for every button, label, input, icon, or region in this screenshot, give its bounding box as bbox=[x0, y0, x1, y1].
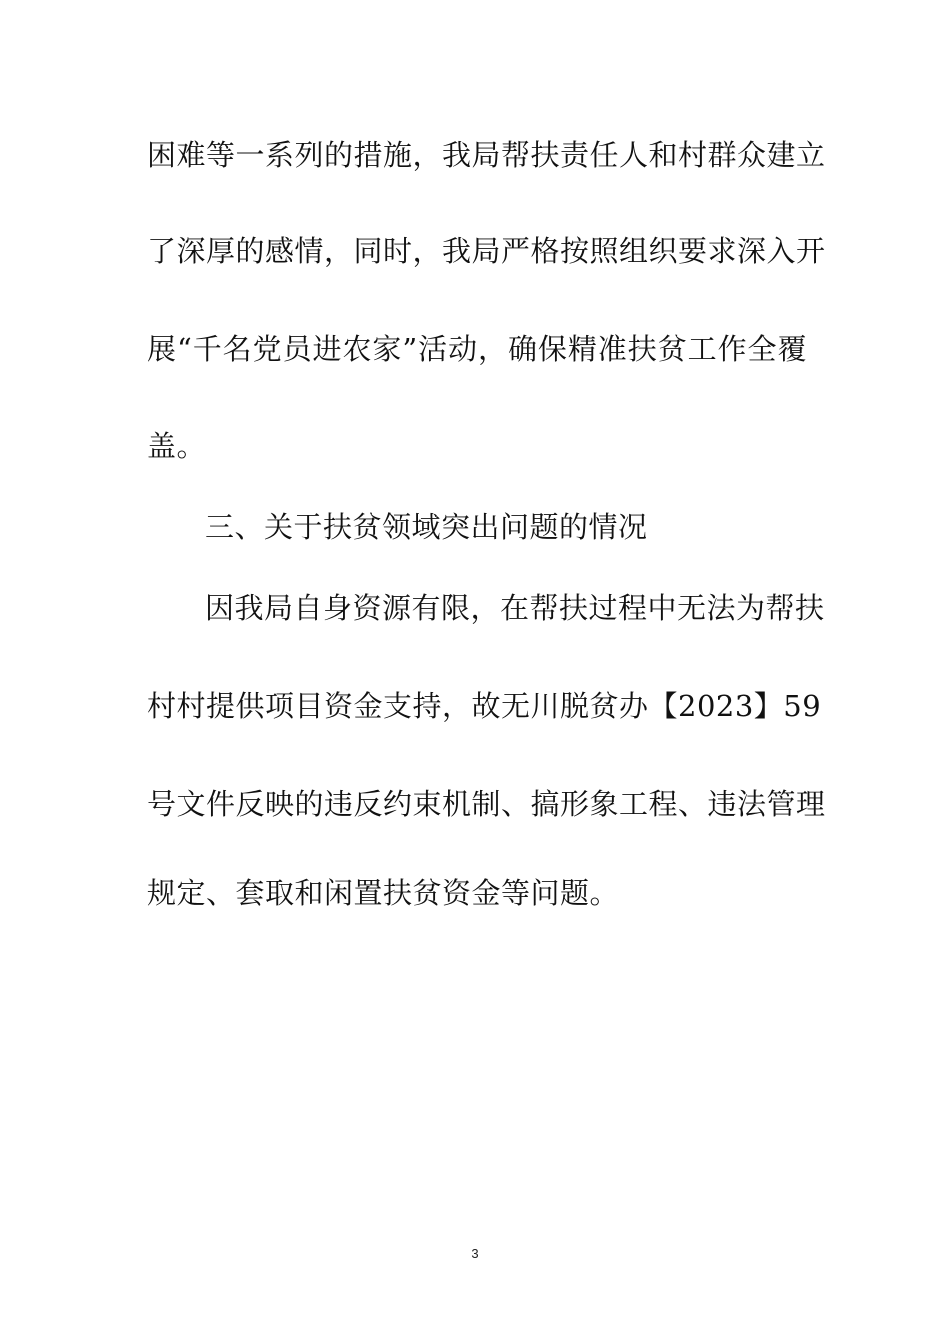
paragraph-2-line-1: 因我局自身资源有限，在帮扶过程中无法为帮扶 bbox=[205, 591, 825, 625]
paragraph-2-line-2: 村村提供项目资金支持，故无川脱贫办【2023】59 bbox=[147, 689, 822, 723]
paragraph-2-line-3: 号文件反映的违反约束机制、搞形象工程、违法管理 bbox=[147, 787, 826, 821]
section-heading-3: 三、关于扶贫领域突出问题的情况 bbox=[205, 510, 648, 544]
paragraph-1-line-3: 展“千名党员进农家”活动，确保精准扶贫工作全覆 bbox=[147, 332, 807, 366]
paragraph-1-line-1: 困难等一系列的措施，我局帮扶责任人和村群众建立 bbox=[147, 138, 826, 172]
paragraph-2-line-4: 规定、套取和闲置扶贫资金等问题。 bbox=[147, 876, 620, 910]
paragraph-1-line-2: 了深厚的感情，同时，我局严格按照组织要求深入开 bbox=[147, 234, 826, 268]
paragraph-1-line-4: 盖。 bbox=[147, 429, 207, 463]
page-number: 3 bbox=[471, 1246, 479, 1261]
